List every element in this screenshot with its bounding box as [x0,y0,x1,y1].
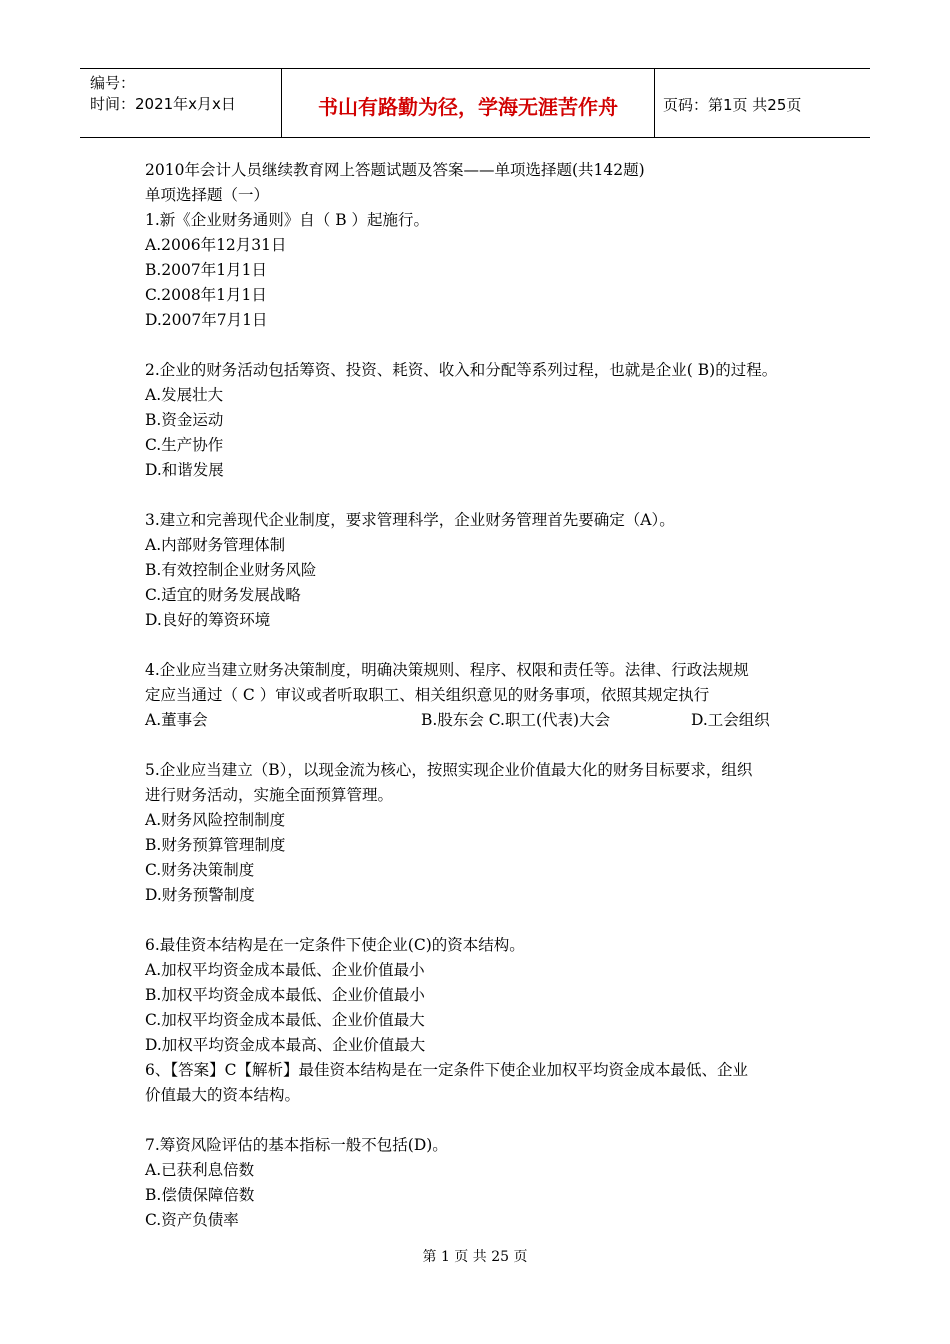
question-4-stem-line-2: 定应当通过（ C ）审议或者听取职工、相关组织意见的财务事项，依照其规定执行 [145,686,710,704]
question-3-stem: 3.建立和完善现代企业制度，要求管理科学，企业财务管理首先要确定（A）。 [145,511,675,529]
question-3-option-a: A.内部财务管理体制 [145,536,286,554]
question-1-option-c: C.2008年1月1日 [145,286,267,304]
question-6-option-c: C.加权平均资金成本最低、企业价值最大 [145,1011,425,1029]
spacer [145,333,825,358]
motto-text: 书山有路勤为径，学海无涯苦作舟 [318,94,618,119]
question-3-option-c: C.适宜的财务发展战略 [145,586,301,604]
question-4-stem-line-1: 4.企业应当建立财务决策制度，明确决策规则、程序、权限和责任等。法律、行政法规规 [145,661,749,679]
question-1-option-a: A.2006年12月31日 [145,236,287,254]
spacer [145,483,825,508]
question-2-option-b: B.资金运动 [145,411,224,429]
spacer [145,733,825,758]
doc-number-label: 编号： [90,74,136,92]
question-4-option-a: A.董事会 [145,711,208,729]
question-5-option-b: B.财务预算管理制度 [145,836,286,854]
page-footer [0,1246,950,1266]
question-3-option-b: B.有效控制企业财务风险 [145,561,317,579]
header-meta-cell [80,69,282,137]
question-6-option-a: A.加权平均资金成本最低、企业价值最小 [145,961,425,979]
question-6-option-d: D.加权平均资金成本最高、企业价值最大 [145,1036,426,1054]
question-7-stem: 7.筹资风险评估的基本指标一般不包括(D)。 [145,1136,448,1154]
question-2-option-d: D.和谐发展 [145,461,224,479]
question-4-options-row [145,708,825,733]
page-header-table [80,68,870,138]
question-5-option-c: C.财务决策制度 [145,861,255,879]
question-6-answer-line-2: 价值最大的资本结构。 [145,1086,301,1104]
question-6-answer-line-1: 6、【答案】C【解析】最佳资本结构是在一定条件下使企业加权平均资金成本最低、企业 [145,1061,748,1079]
section-heading: 单项选择题（一） [145,186,270,204]
question-2-option-a: A.发展壮大 [145,386,224,404]
document-body [145,158,825,1233]
question-1-option-b: B.2007年1月1日 [145,261,267,279]
document-title: 2010年会计人员继续教育网上答题试题及答案——单项选择题(共142题) [145,161,645,179]
header-motto-cell [282,69,655,137]
question-3-option-d: D.良好的筹资环境 [145,611,271,629]
question-5-stem-line-1: 5.企业应当建立（B），以现金流为核心，按照实现企业价值最大化的财务目标要求，组织 [145,761,753,779]
question-5-stem-line-2: 进行财务活动，实施全面预算管理。 [145,786,394,804]
spacer [145,633,825,658]
question-7-option-c: C.资产负债率 [145,1211,239,1229]
footer-page-number: 第 1 页 共 25 页 [422,1249,528,1265]
question-2-stem: 2.企业的财务活动包括筹资、投资、耗资、收入和分配等系列过程，也就是企业( B)的过程。 [145,361,778,379]
date-label: 时间：2021年x月x日 [90,95,236,113]
page-info: 页码：第1页 共25页 [663,95,802,114]
spacer [145,1108,825,1133]
question-1-option-d: D.2007年7月1日 [145,311,268,329]
question-4-option-bc: B.股东会 C.职工(代表)大会 [421,711,611,729]
question-4-option-d: D.工会组织 [691,711,770,729]
question-5-option-d: D.财务预警制度 [145,886,255,904]
question-7-option-a: A.已获利息倍数 [145,1161,255,1179]
question-6-stem: 6.最佳资本结构是在一定条件下使企业(C)的资本结构。 [145,936,525,954]
question-1-stem: 1.新《企业财务通则》自（ B ）起施行。 [145,211,430,229]
question-6-option-b: B.加权平均资金成本最低、企业价值最小 [145,986,425,1004]
header-page-cell [655,69,870,137]
question-5-option-a: A.财务风险控制制度 [145,811,286,829]
question-7-option-b: B.偿债保障倍数 [145,1186,255,1204]
spacer [145,908,825,933]
question-2-option-c: C.生产协作 [145,436,224,454]
